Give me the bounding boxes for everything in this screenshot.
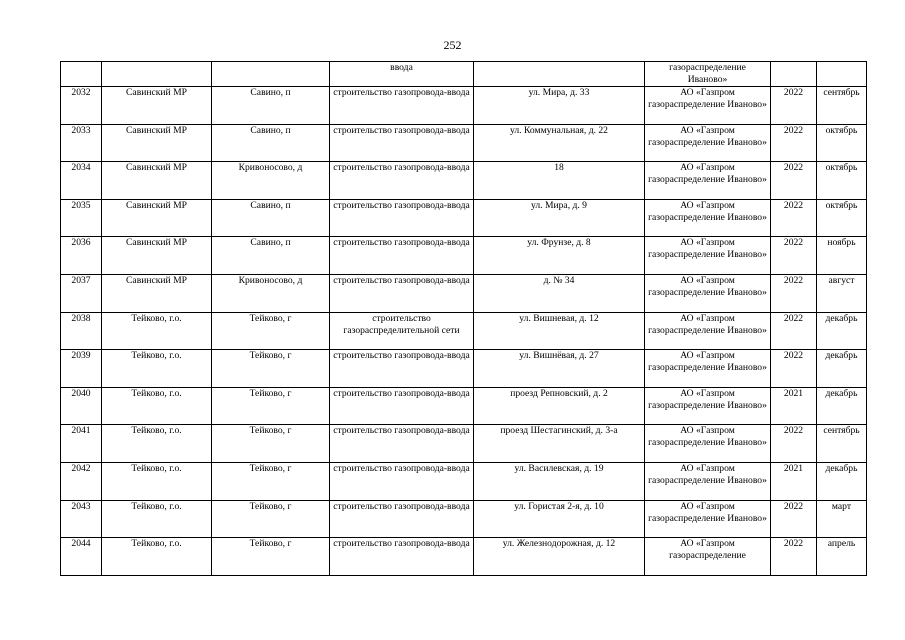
cell-month: август	[817, 274, 867, 312]
cell-number: 2036	[61, 237, 102, 275]
table-row	[61, 124, 867, 162]
cell-year: 2021	[771, 462, 817, 500]
cell-address: ул. Гористая 2-я, д. 10	[474, 500, 645, 538]
cell-locality: Савино, п	[212, 87, 330, 125]
table-row	[61, 425, 867, 463]
cell-work-type: строительство газопровода-ввода	[330, 538, 474, 576]
cell-locality: Тейково, г	[212, 462, 330, 500]
cell-locality: Савино, п	[212, 124, 330, 162]
table-row	[61, 274, 867, 312]
cell-year: 2022	[771, 199, 817, 237]
cell-organization: АО «Газпром газораспределение Иваново»	[645, 462, 771, 500]
cell-work-type: строительство газопровода-ввода	[330, 350, 474, 388]
cell-work-type: строительство газораспределительной сети	[330, 312, 474, 350]
table-row	[61, 500, 867, 538]
cell-number: 2038	[61, 312, 102, 350]
cell-work-type: строительство газопровода-ввода	[330, 500, 474, 538]
cell-organization: АО «Газпром газораспределение Иваново»	[645, 199, 771, 237]
cell-month: декабрь	[817, 387, 867, 425]
cell-locality: Савино, п	[212, 199, 330, 237]
cell-locality: Тейково, г	[212, 500, 330, 538]
cell-month: октябрь	[817, 162, 867, 200]
cell-municipality: Савинский МР	[102, 162, 212, 200]
cell-locality: Тейково, г	[212, 387, 330, 425]
cell-municipality: Тейково, г.о.	[102, 500, 212, 538]
cell-month: ноябрь	[817, 237, 867, 275]
gasification-table	[60, 61, 867, 576]
cell-address: ул. Коммунальная, д. 22	[474, 124, 645, 162]
cell-locality: Кривоносово, д	[212, 274, 330, 312]
cell-year	[771, 62, 817, 87]
cell-organization: АО «Газпром газораспределение Иваново»	[645, 274, 771, 312]
cell-month: декабрь	[817, 462, 867, 500]
cell-work-type: строительство газопровода-ввода	[330, 274, 474, 312]
cell-work-type: строительство газопровода-ввода	[330, 462, 474, 500]
table-body	[61, 62, 867, 576]
cell-organization: АО «Газпром газораспределение Иваново»	[645, 312, 771, 350]
cell-address: проезд Шестагинский, д. 3-а	[474, 425, 645, 463]
cell-address: ул. Василевская, д. 19	[474, 462, 645, 500]
table-row	[61, 199, 867, 237]
cell-locality: Тейково, г	[212, 538, 330, 576]
cell-number: 2041	[61, 425, 102, 463]
cell-work-type: строительство газопровода-ввода	[330, 237, 474, 275]
cell-month: октябрь	[817, 199, 867, 237]
cell-work-type: строительство газопровода-ввода	[330, 87, 474, 125]
cell-address	[474, 62, 645, 87]
cell-number: 2039	[61, 350, 102, 388]
cell-municipality: Савинский МР	[102, 199, 212, 237]
cell-organization: газораспределение Иваново»	[645, 62, 771, 87]
cell-work-type: строительство газопровода-ввода	[330, 124, 474, 162]
cell-year: 2022	[771, 237, 817, 275]
cell-address: д. № 34	[474, 274, 645, 312]
cell-organization: АО «Газпром газораспределение Иваново»	[645, 124, 771, 162]
table-row	[61, 462, 867, 500]
cell-month: декабрь	[817, 312, 867, 350]
cell-municipality	[102, 62, 212, 87]
cell-year: 2022	[771, 162, 817, 200]
cell-address: ул. Вишневая, д. 12	[474, 312, 645, 350]
cell-month: декабрь	[817, 350, 867, 388]
cell-month: сентябрь	[817, 425, 867, 463]
cell-month: октябрь	[817, 124, 867, 162]
cell-address: 18	[474, 162, 645, 200]
cell-municipality: Тейково, г.о.	[102, 350, 212, 388]
cell-organization: АО «Газпром газораспределение Иваново»	[645, 162, 771, 200]
cell-municipality: Тейково, г.о.	[102, 462, 212, 500]
page-number: 252	[443, 38, 462, 52]
cell-number: 2037	[61, 274, 102, 312]
cell-organization: АО «Газпром газораспределение Иваново»	[645, 500, 771, 538]
table-row	[61, 350, 867, 388]
cell-municipality: Савинский МР	[102, 237, 212, 275]
cell-organization: АО «Газпром газораспределение Иваново»	[645, 87, 771, 125]
cell-municipality: Савинский МР	[102, 124, 212, 162]
cell-organization: АО «Газпром газораспределение Иваново»	[645, 237, 771, 275]
cell-month: апрель	[817, 538, 867, 576]
cell-month: март	[817, 500, 867, 538]
cell-number: 2032	[61, 87, 102, 125]
cell-work-type: строительство газопровода-ввода	[330, 387, 474, 425]
cell-year: 2021	[771, 387, 817, 425]
cell-month	[817, 62, 867, 87]
cell-work-type: строительство газопровода-ввода	[330, 199, 474, 237]
cell-number: 2043	[61, 500, 102, 538]
cell-number: 2034	[61, 162, 102, 200]
cell-municipality: Тейково, г.о.	[102, 538, 212, 576]
cell-year: 2022	[771, 350, 817, 388]
cell-year: 2022	[771, 500, 817, 538]
cell-locality: Тейково, г	[212, 425, 330, 463]
cell-locality: Савино, п	[212, 237, 330, 275]
cell-number	[61, 62, 102, 87]
cell-address: проезд Репновский, д. 2	[474, 387, 645, 425]
cell-address: ул. Мира, д. 9	[474, 199, 645, 237]
cell-municipality: Савинский МР	[102, 274, 212, 312]
table-row	[61, 312, 867, 350]
table-row	[61, 538, 867, 576]
cell-month: сентябрь	[817, 87, 867, 125]
cell-year: 2022	[771, 124, 817, 162]
cell-municipality: Тейково, г.о.	[102, 425, 212, 463]
cell-number: 2033	[61, 124, 102, 162]
cell-locality: Тейково, г	[212, 312, 330, 350]
cell-address: ул. Вишнёвая, д. 27	[474, 350, 645, 388]
cell-organization: АО «Газпром газораспределение Иваново»	[645, 387, 771, 425]
cell-municipality: Тейково, г.о.	[102, 312, 212, 350]
cell-year: 2022	[771, 312, 817, 350]
cell-address: ул. Фрунзе, д. 8	[474, 237, 645, 275]
cell-number: 2035	[61, 199, 102, 237]
table-row	[61, 87, 867, 125]
cell-organization: АО «Газпром газораспределение	[645, 538, 771, 576]
cell-organization: АО «Газпром газораспределение Иваново»	[645, 350, 771, 388]
cell-year: 2022	[771, 87, 817, 125]
cell-locality: Тейково, г	[212, 350, 330, 388]
cell-organization: АО «Газпром газораспределение Иваново»	[645, 425, 771, 463]
cell-address: ул. Мира, д. 33	[474, 87, 645, 125]
table-row-continued	[61, 62, 867, 87]
table-row	[61, 162, 867, 200]
cell-work-type: строительство газопровода-ввода	[330, 162, 474, 200]
table-row	[61, 237, 867, 275]
cell-address: ул. Железнодорожная, д. 12	[474, 538, 645, 576]
cell-locality: Кривоносово, д	[212, 162, 330, 200]
cell-municipality: Тейково, г.о.	[102, 387, 212, 425]
cell-number: 2042	[61, 462, 102, 500]
cell-work-type: строительство газопровода-ввода	[330, 425, 474, 463]
cell-work-type: ввода	[330, 62, 474, 87]
cell-number: 2044	[61, 538, 102, 576]
cell-year: 2022	[771, 425, 817, 463]
table-row	[61, 387, 867, 425]
cell-year: 2022	[771, 538, 817, 576]
cell-number: 2040	[61, 387, 102, 425]
cell-year: 2022	[771, 274, 817, 312]
cell-municipality: Савинский МР	[102, 87, 212, 125]
cell-locality	[212, 62, 330, 87]
